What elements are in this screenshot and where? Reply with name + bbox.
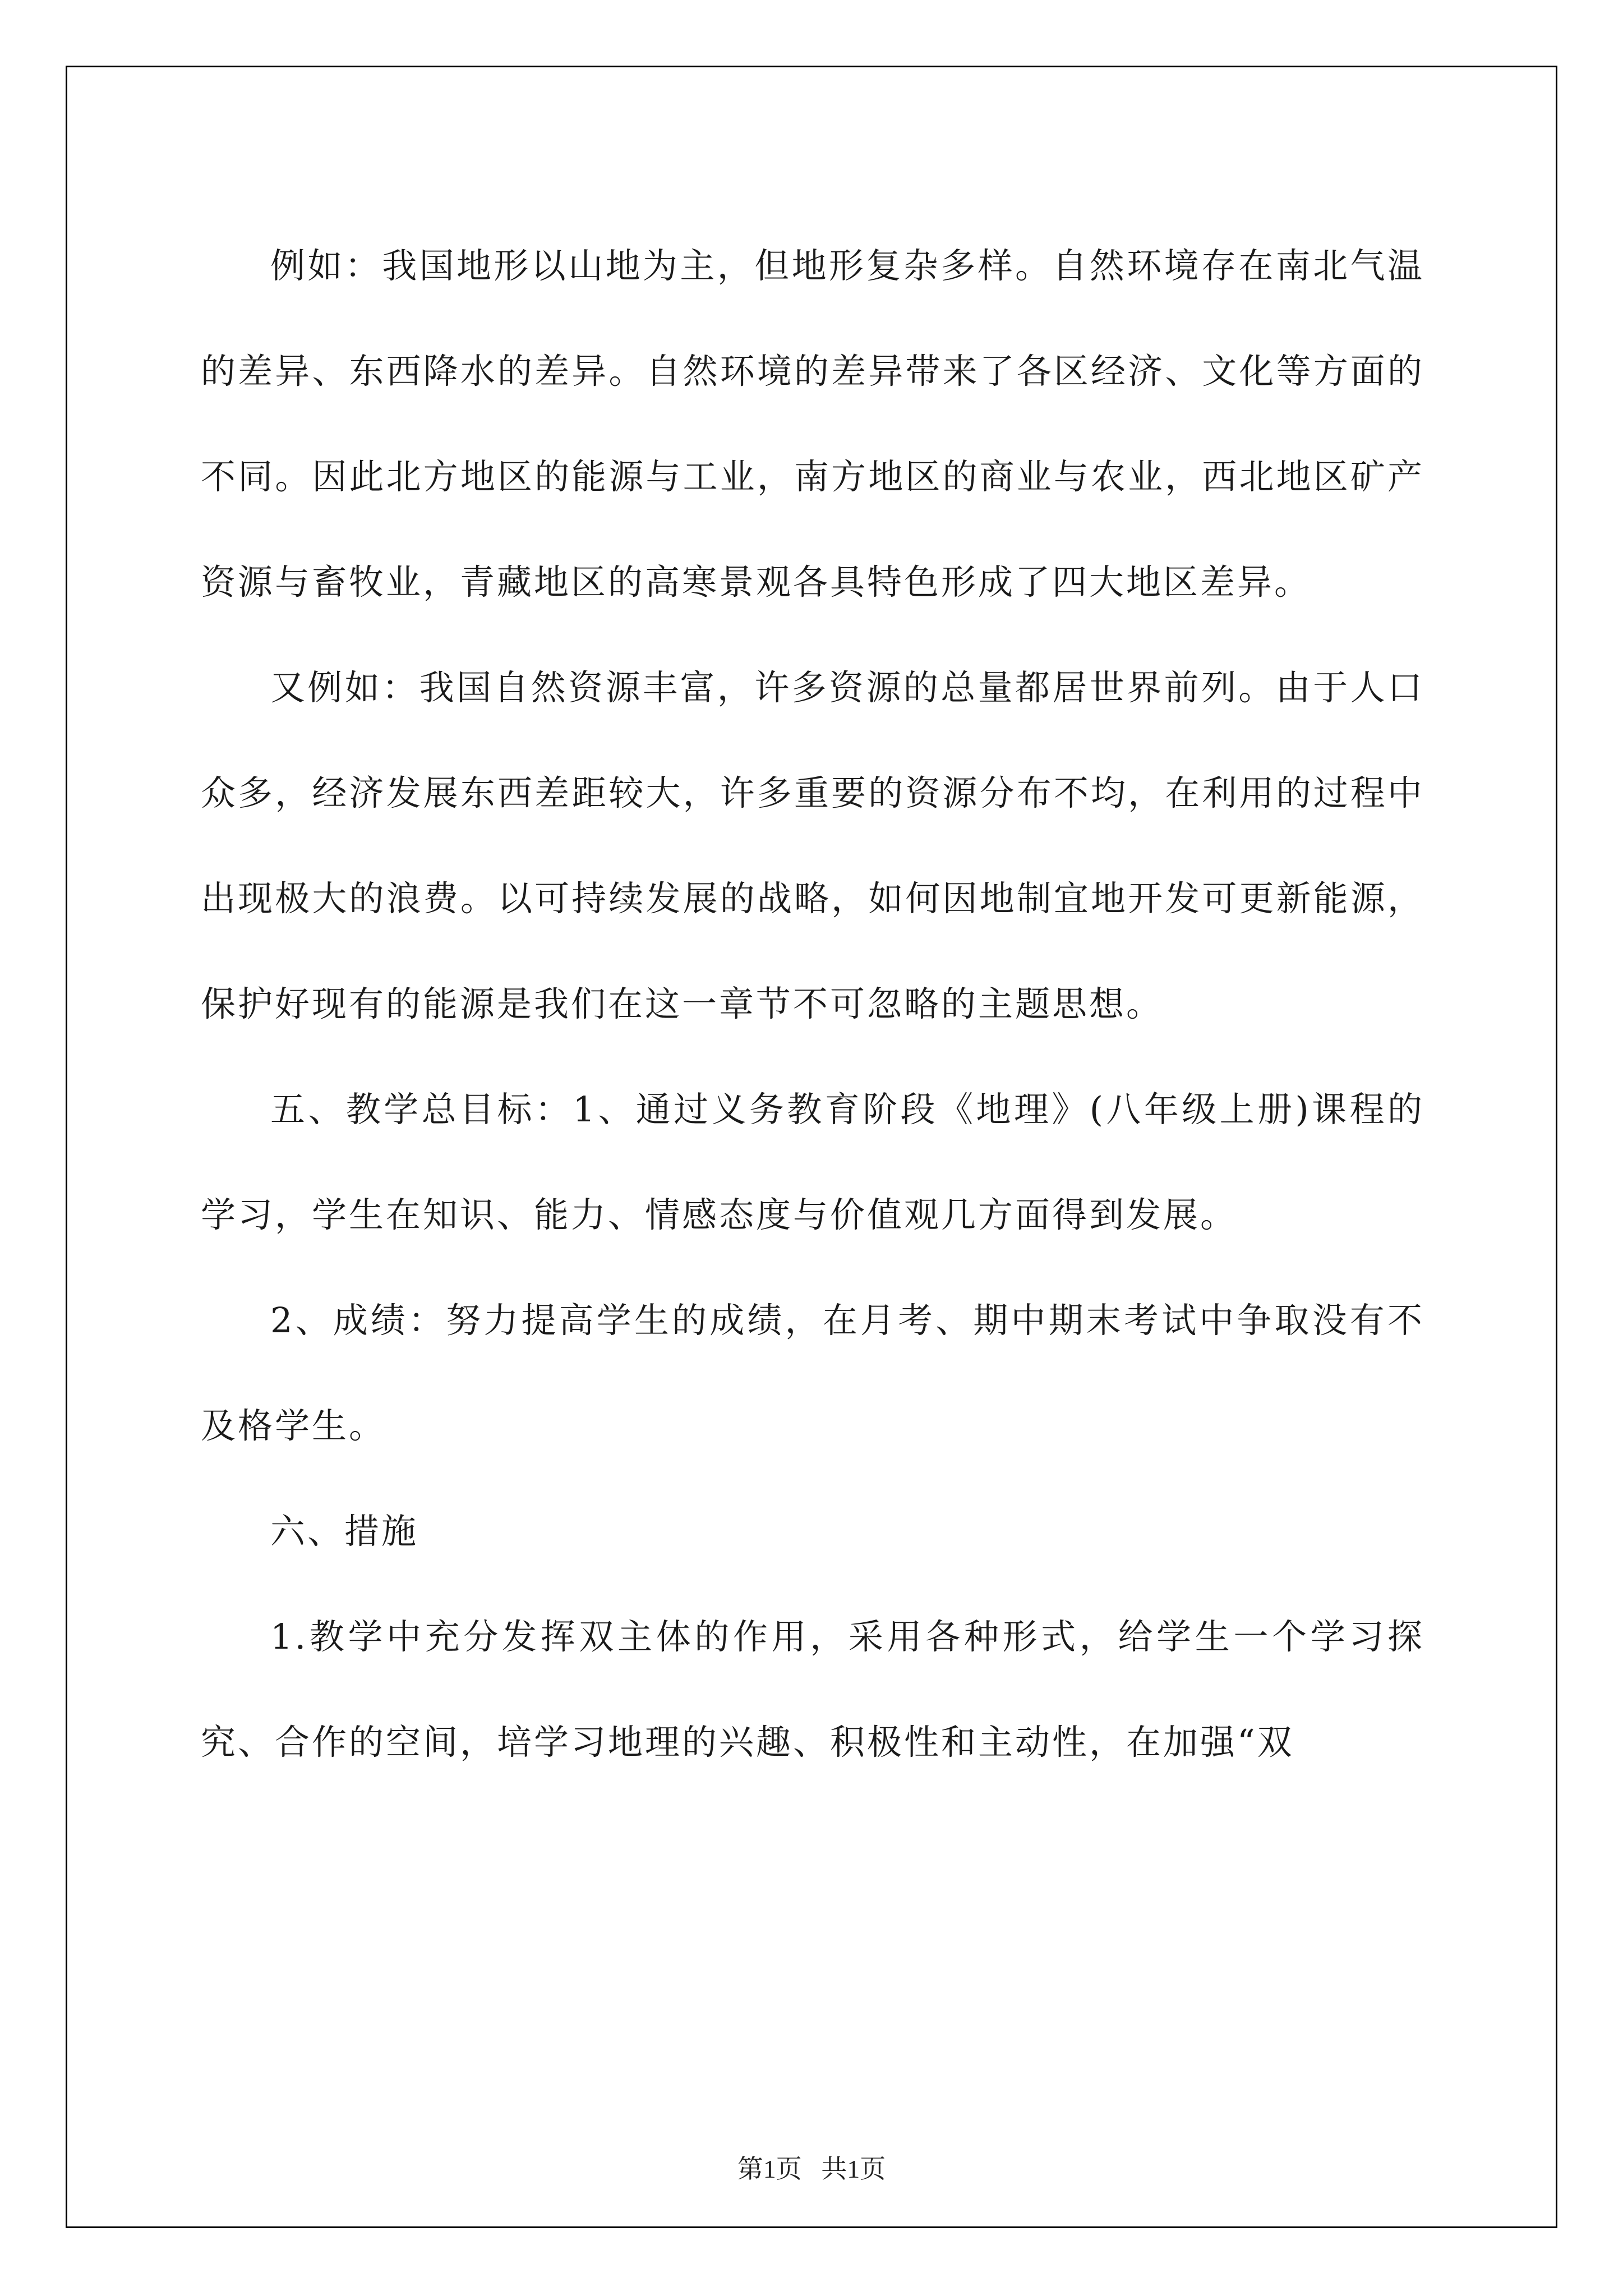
paragraph-teaching-goals: 五、教学总目标：1、通过义务教育阶段《地理》(八年级上册)课程的学习，学生在知识、能力、情感态度与价值观几方面得到发展。	[201, 1089, 1424, 1235]
paragraph-measure-1: 1.教学中充分发挥双主体的作用，采用各种形式，给学生一个学习探究、合作的空间，培学习地理的兴趣、积极性和主动性，在加强“双	[201, 1616, 1424, 1763]
document-body	[201, 213, 1424, 1795]
page-number-total: 共1页	[821, 2155, 886, 2183]
paragraph-grades: 2、成绩：努力提高学生的成绩，在月考、期中期末考试中争取没有不及格学生。	[201, 1300, 1424, 1446]
paragraph-natural-resources: 又例如：我国自然资源丰富，许多资源的总量都居世界前列。由于人口众多，经济发展东西差距较大，许多重要的资源分布不均，在利用的过程中出现极大的浪费。以可持续发展的战略，如何因地制宜地开发可更新能源，保护好现有的能源是我们在这一章节不可忽略的主题思想。	[201, 667, 1424, 1024]
section-heading-measures: 六、措施	[270, 1511, 419, 1552]
paragraph-regional-differences: 例如：我国地形以山地为主，但地形复杂多样。自然环境存在南北气温的差异、东西降水的差异。自然环境的差异带来了各区经济、文化等方面的不同。因此北方地区的能源与工业，南方地区的商业与农业，西北地区矿产资源与畜牧业，青藏地区的高寒景观各具特色形成了四大地区差异。	[201, 245, 1424, 602]
page-footer	[0, 2148, 1623, 2185]
page-number-current: 第1页	[737, 2155, 802, 2183]
